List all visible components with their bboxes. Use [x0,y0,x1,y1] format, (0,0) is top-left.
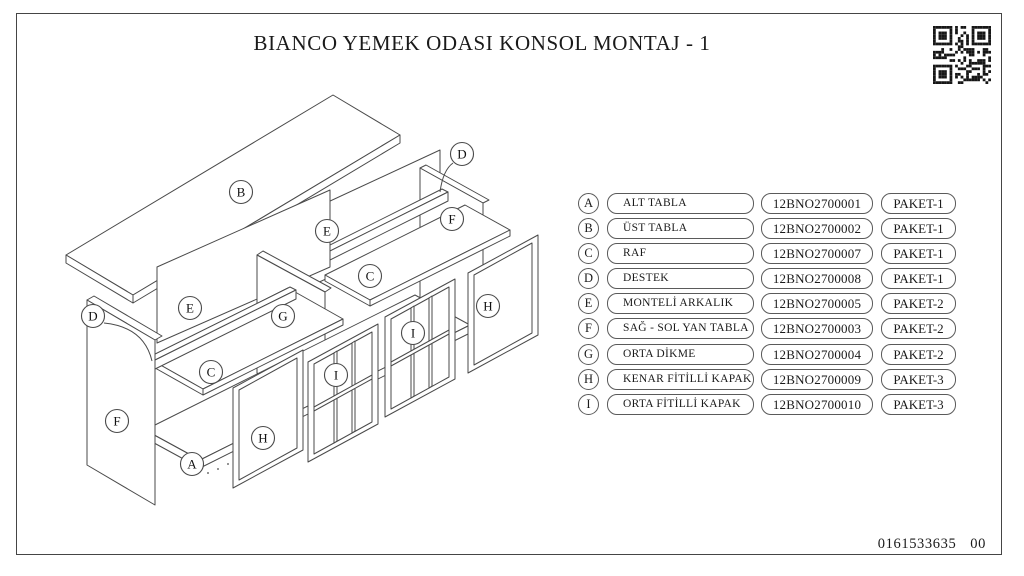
part-letter-badge: G [578,344,599,365]
svg-text:E: E [186,300,194,316]
part-label-i [325,364,348,387]
svg-text:F: F [113,413,121,429]
part-name-pill: MONTELİ ARKALIK [607,293,754,314]
svg-text:G: G [278,308,288,324]
part-package-pill: PAKET-1 [881,268,956,289]
svg-text:H: H [258,430,268,446]
part-label-g [272,305,295,328]
part-label-e [316,220,339,243]
part-row [578,243,956,264]
part-name-pill: RAF [607,243,754,264]
part-name-pill: ORTA FİTİLLİ KAPAK [607,394,754,415]
svg-text:I: I [333,367,339,383]
svg-text:F: F [448,211,456,227]
part-code-pill: 12BNO2700008 [761,268,873,289]
part-name-pill: ORTA DİKME [607,344,754,365]
part-name-pill: ALT TABLA [607,193,754,214]
part-row [578,218,956,239]
part-row [578,293,956,314]
part-name-pill: ÜST TABLA [607,218,754,239]
part-code-pill: 12BNO2700004 [761,344,873,365]
svg-text:H: H [483,298,493,314]
part-letter-badge: E [578,293,599,314]
part-label-h [252,427,275,450]
part-name-pill: DESTEK [607,268,754,289]
part-letter-badge: H [578,369,599,390]
part-code-pill: 12BNO2700001 [761,193,873,214]
part-code-pill: 12BNO2700002 [761,218,873,239]
part-package-pill: PAKET-2 [881,293,956,314]
svg-text:A: A [187,456,197,472]
part-row [578,344,956,365]
part-code-pill: 12BNO2700003 [761,318,873,339]
part-code-pill: 12BNO2700007 [761,243,873,264]
part-label-c [359,265,382,288]
part-row [578,268,956,289]
part-label-a [181,453,204,476]
part-label-c [200,361,223,384]
part-letter-badge: B [578,218,599,239]
page-title: BIANCO YEMEK ODASI KONSOL MONTAJ - 1 [253,31,711,55]
part-package-pill: PAKET-3 [881,394,956,415]
part-row [578,318,956,339]
svg-text:D: D [88,308,98,324]
part-package-pill: PAKET-2 [881,318,956,339]
part-package-pill: PAKET-1 [881,218,956,239]
svg-text:D: D [457,146,467,162]
part-code-pill: 12BNO2700010 [761,394,873,415]
part-code-pill: 12BNO2700005 [761,293,873,314]
svg-text:B: B [236,184,246,200]
svg-text:E: E [323,223,331,239]
part-letter-badge: A [578,193,599,214]
part-code-pill: 12BNO2700009 [761,369,873,390]
part-letter-badge: D [578,268,599,289]
part-letter-badge: I [578,394,599,415]
part-package-pill: PAKET-3 [881,369,956,390]
parts-table [578,193,956,419]
part-letter-badge: C [578,243,599,264]
part-package-pill: PAKET-2 [881,344,956,365]
document-number [878,536,986,553]
svg-text:C: C [365,268,375,284]
part-letter-badge: F [578,318,599,339]
revision-number: 00 [970,536,986,552]
part-package-pill: PAKET-1 [881,193,956,214]
part-package-pill: PAKET-1 [881,243,956,264]
part-row [578,193,956,214]
part-label-b [230,181,253,204]
part-label-h [477,295,500,318]
document-code: 0161533635 [877,536,957,552]
svg-text:C: C [206,364,216,380]
part-label-i [402,322,425,345]
part-i-door-right [385,279,455,417]
part-row [578,369,956,390]
part-row [578,394,956,415]
part-name-pill: KENAR FİTİLLİ KAPAK [607,369,754,390]
part-name-pill: SAĞ - SOL YAN TABLA [607,318,754,339]
part-label-e [179,297,202,320]
qr-code [933,26,991,84]
part-label-d [82,305,105,328]
svg-text:I: I [410,325,416,341]
part-label-f [106,410,129,433]
part-label-d [451,143,474,166]
exploded-diagram [40,80,580,540]
part-label-f [441,208,464,231]
